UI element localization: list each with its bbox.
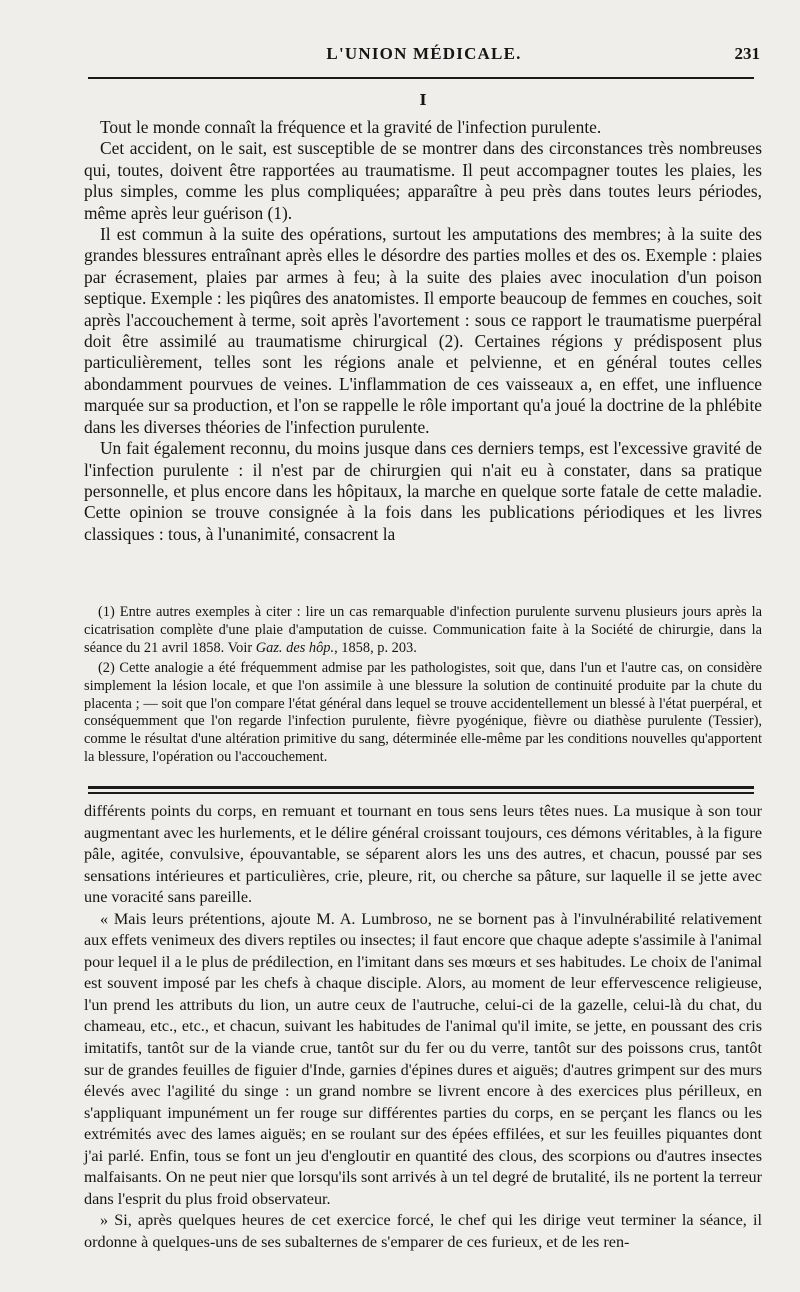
section-separator-thin	[88, 792, 754, 794]
body-paragraph: Tout le monde connaît la fréquence et la gravité de l'infection purulente.	[100, 117, 602, 137]
bleed-through-decoration	[60, 96, 64, 114]
body-paragraph: Un fait également reconnu, du moins jusque dans ces derniers temps, est l'excessive gravité de l'infection purulente : il n'est par de chirurgien qui n'ait eu à constater, dans sa pratique personnelle, et plus encore dans les hôpitaux, la marche en quelque sorte fatale de cette maladie. Cette opinion se trouve consignée à la fois dans les publications périodiques et les livres classiques : tous, à l'unanimité, consacrent la	[84, 438, 762, 544]
continued-paragraph: « Mais leurs prétentions, ajoute M. A. Lumbroso, ne se bornent pas à l'invulnérabilité relativement aux effets venimeux des divers reptiles ou insectes; il faut encore que chaque adepte s'assimile à l'animal pour lequel il a le plus de prédilection, en l'imitant dans ses mœurs et ses habitudes. Le choix de l'animal est souvent imposé par les chefs à chaque disciple. Alors, au moment de leur effervescence religieuse, l'un prend les attributs du lion, un autre ceux de l'autruche, celui-ci de la gazelle, celui-là du chat, du chameau, etc., etc., et chacun, suivant les habitudes de l'animal qu'il imite, se jette, en poussant des cris imitatifs, tantôt sur de la viande crue, tantôt sur du fer ou du verre, tantôt sur des poissons crus, tantôt sur de grandes feuilles de figuier d'Inde, garnies d'épines dures et aiguës; d'autres grimpent sur des murs élevés avec l'agilité du singe : un grand nombre se livrent encore à des exercices plus périlleux, en s'appliquant impunément un fer rouge sur différentes parties du corps, en se perçant les flancs ou les extrémités avec des lames aiguës; en se roulant sur des épées effilées, et sur les feuilles piquantes dont j'ai parlé. Enfin, tous se font un jeu d'engloutir en quantité des clous, des scorpions ou d'autres insectes malfaisants. On ne peut nier que lorsqu'ils sont arrivés à un tel degré de brutalité, ils ne portent la terreur dans l'esprit du plus froid observateur.	[84, 909, 762, 1208]
article-section	[84, 89, 762, 545]
journal-title: L'UNION MÉDICALE.	[326, 44, 522, 63]
footnote-text-end: , 1858, p. 203.	[334, 639, 417, 656]
section-number: I	[419, 91, 427, 109]
continued-article	[84, 801, 762, 1253]
footnote-text: (2) Cette analogie a été fréquemment admise par les pathologistes, soit que, dans l'un et l'autre cas, on considère simplement la lésion locale, et que l'on assimile à une blessure la solution de continuité produite par la chute du placenta ; — soit que l'on compare l'état général dans lequel se trouve accidentellement un blessé à l'état puerpéral, et conséquemment que l'on regarde l'infection purulente, fièvre pyogénique, fièvre ou diathèse purulente (Tessier), comme le résultat d'une altération primitive du sang, déterminée elle-même par les conditions nouvelles qu'apportent la blessure, l'opération ou l'accouchement.	[84, 659, 762, 766]
journal-citation: Gaz. des hôp.	[255, 639, 335, 656]
continued-paragraph: » Si, après quelques heures de cet exercice forcé, le chef qui les dirige veut terminer la séance, il ordonne à quelques-uns de ses subalternes de s'emparer de ces furieux, et de les ren-	[84, 1211, 762, 1251]
footnote	[84, 660, 762, 767]
footnote-text: (1) Entre autres exemples à citer : lire un cas remarquable d'infection purulente survenu plusieurs jours après la cicatrisation complète d'une plaie d'amputation de cuisse. Communication faite à la Société de chirurgie, dans la séance du 21 avril 1858. Voir	[84, 604, 762, 656]
footnotes	[84, 604, 762, 767]
continued-paragraph: différents points du corps, en remuant et tournant en tous sens leurs têtes nues. La musique à son tour augmentant avec les hurlements, et le délire général croissant toujours, ces démons véritables, à la figure pâle, agitée, convulsive, épouvantable, se séparent alors les uns des autres, et chacun, poussé par ses sensations intérieures et particulières, crie, pleure, rit, ou cherche sa pâture, sur laquelle il se jette avec une voracité sans pareille.	[84, 802, 762, 907]
body-paragraph: Il est commun à la suite des opérations, surtout les amputations des membres; à la suite des grandes blessures entraînant après elles le désordre des parties molles et des os. Exemple : plaies par écrasement, plaies par armes à feu; à la suite des plaies avec inoculation d'un poison septique. Exemple : les piqûres des anatomistes. Il emporte beaucoup de femmes en couches, soit après l'accouchement à terme, soit après l'avortement : sous ce rapport le traumatisme puerpéral doit être assimilé au traumatisme chirurgical (2). Certaines régions y prédisposent plus particulièrement, telles sont les régions anale et pelvienne, et en général toutes celles abondamment pourvues de veines. L'inflammation de ces vaisseaux a, en effet, une influence marquée sur sa production, et l'on se rappelle le rôle important qu'a joué la doctrine de la phlébite dans les diverses théories de l'infection purulente.	[84, 224, 762, 437]
section-separator	[88, 786, 754, 789]
footnote	[84, 604, 762, 658]
body-paragraph: Cet accident, on le sait, est susceptible de se montrer dans des circonstances très nombreuses qui, toutes, doivent être rapportées au traumatisme. Il peut accompagner toutes les plaies, les plus simples, comme les plus compliquées; apparaître à peu près dans toutes leurs périodes, même après leur guérison (1).	[84, 138, 762, 223]
running-header	[88, 44, 760, 72]
article-body	[84, 117, 762, 545]
header-rule	[88, 77, 754, 79]
page-number: 231	[734, 44, 760, 63]
